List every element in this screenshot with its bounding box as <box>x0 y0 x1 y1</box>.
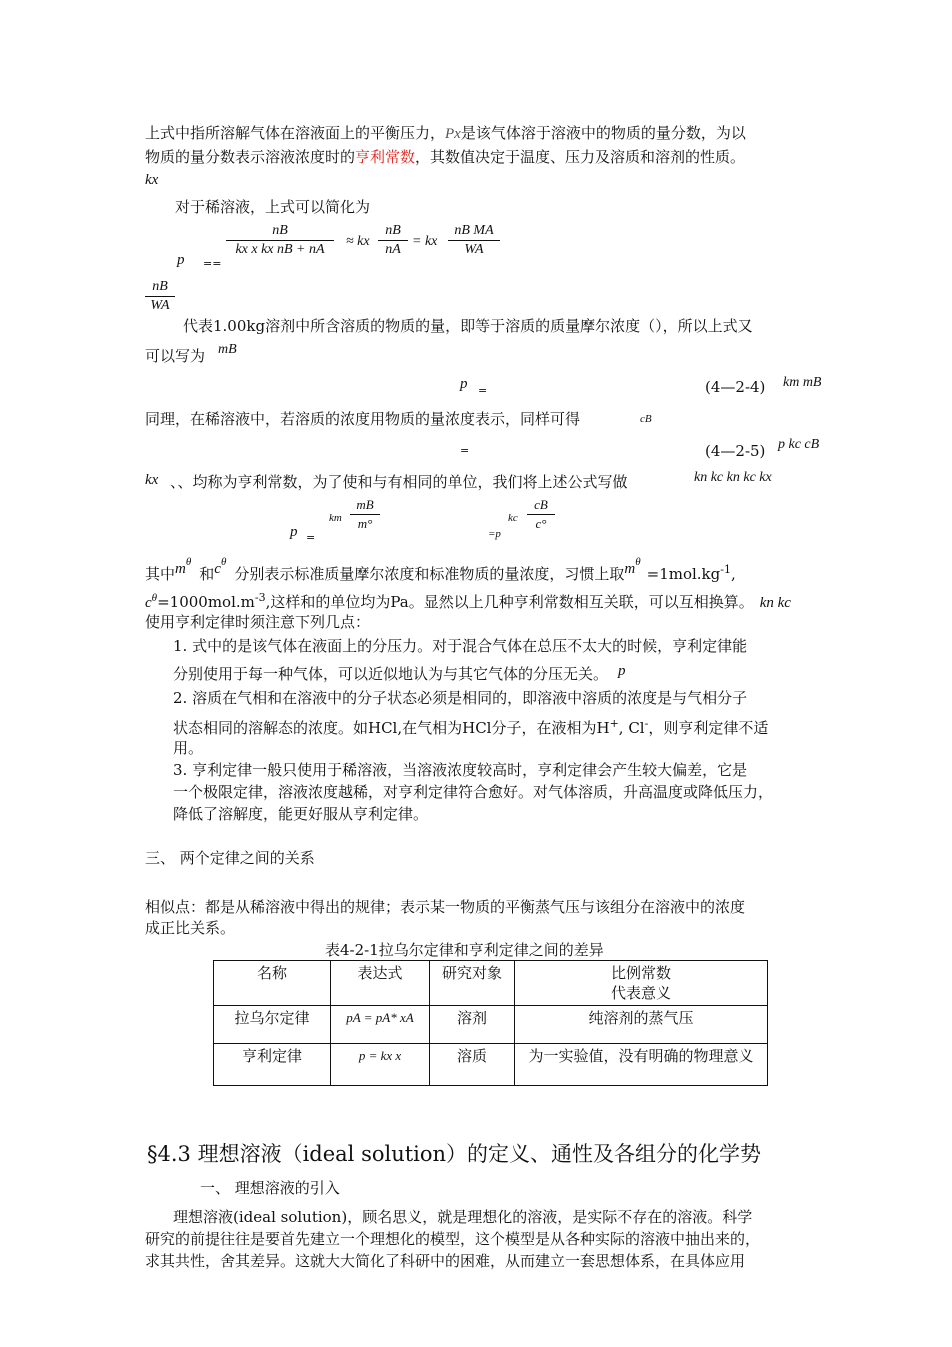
para-line: 其中$m^\theta$和$c^\theta$分别表示标准质量摩尔浓度和标准物质的量浓度，习惯上取$m^\theta=1mol.kg^{-1}$, <box>145 556 736 583</box>
eq44-p: p <box>460 376 468 392</box>
table-caption: 表4-2-1拉乌尔定律和亨利定律之间的差异 <box>325 941 604 959</box>
section-heading: 三、 两个定律之间的关系 <box>145 849 315 867</box>
para-line: 物质的量分数表示溶液浓度时的亨利常数，其数值决定于温度、压力及溶质和溶剂的性质。 <box>145 148 746 166</box>
eq2-p: p <box>290 524 298 540</box>
para-line: $c^\theta=1000mol.m^{-3}$,这样和的单位均为Pa。显然以上几种亨利常数相互关联，可以互相换算。 kn kc <box>145 591 791 611</box>
header-cell: 表达式 <box>331 961 430 1006</box>
simplify-text: 对于稀溶液，上式可以简化为 <box>175 198 371 216</box>
eq45-number: (4—2-5) <box>705 442 766 460</box>
note-line: 1. 式中的是该气体在液面上的分压力。对于混合气体在总压不太大的时候，亨利定律能 <box>173 637 748 655</box>
note-line: 状态相同的溶解态的浓度。如HCl,在气相为HCl分子，在液相为H+, Cl-，则亨利定律不适 <box>173 717 769 737</box>
table-cell: 亨利定律 <box>214 1044 331 1086</box>
eq2-eq2: =p <box>488 528 501 540</box>
note-line: 3. 亨利定律一般只使用于稀溶液，当溶液浓度较高时，亨利定律会产生较大偏差，它是 <box>173 761 748 779</box>
para-line: 理想溶液(ideal solution)，顾名思义，就是理想化的溶液，是实际不存在的溶液。科学 <box>173 1208 753 1226</box>
mb-symbol: mB <box>218 342 237 357</box>
kx-symbol: kx <box>145 172 159 188</box>
para-line: 、、均称为亨利常数，为了使和与有相同的单位，我们将上述公式写做 <box>170 473 628 491</box>
table-cell: 溶质 <box>430 1044 515 1086</box>
subsection-heading: 一、 理想溶液的引入 <box>200 1179 340 1197</box>
table-cell: 溶剂 <box>430 1006 515 1044</box>
para-line: 研究的前提往往是要首先建立一个理想化的模型，这个模型是从各种实际的溶液中抽出来的， <box>145 1230 761 1248</box>
eq1-p: p <box>177 252 185 268</box>
note-line: 降低了溶解度，能更好服从亨利定律。 <box>173 805 429 823</box>
wa-fraction: $\frac{nB}{WA}$ <box>145 278 175 315</box>
cb-symbol: cB <box>640 413 652 425</box>
eq1-fraction-2: $\frac{nB}{nA}$ <box>378 222 408 259</box>
header-cell: 比例常数 代表意义 <box>515 961 768 1006</box>
para-line: 代表1.00kg溶剂中所含溶质的物质的量，即等于溶质的质量摩尔浓度（），所以上式又 <box>183 317 753 335</box>
henry-constant-highlight: 亨利常数 <box>355 148 416 166</box>
comparison-table <box>213 960 768 1086</box>
section-title: §4.3 理想溶液（ideal solution）的定义、通性及各组分的化学势 <box>147 1142 762 1166</box>
eq1-fraction-3: $\frac{\text{nB MA}}{WA}$ <box>448 222 500 259</box>
table-cell: p = kx x <box>331 1044 430 1086</box>
note-line: 2. 溶质在气相和在溶液中的分子状态必须是相同的，即溶液中溶质的浓度是与气相分子 <box>173 689 748 707</box>
para-line: 上式中指所溶解气体在溶液面上的平衡压力，Px是该气体溶于溶液中的物质的量分数，为以 <box>145 124 746 142</box>
para-line: 使用亨利定律时须注意下列几点： <box>145 613 371 631</box>
eq45-rhs: p kc cB <box>778 437 820 452</box>
eq45-eq: = <box>460 444 470 457</box>
para-line: 成正比关系。 <box>145 919 236 937</box>
eq1-approx: ≈ kx <box>346 234 370 249</box>
eq2-eq1: = <box>306 531 316 544</box>
header-cell: 研究对象 <box>430 961 515 1006</box>
para-line: 同理，在稀溶液中，若溶质的浓度用物质的量浓度表示，同样可得 <box>145 410 581 428</box>
table-cell: 为一实验值，没有明确的物理意义 <box>515 1044 768 1086</box>
eq44-rhs: km mB <box>783 375 822 390</box>
table-row <box>214 1006 768 1044</box>
eq2-kc: kc <box>508 512 518 524</box>
kx-symbol: kx <box>145 472 159 488</box>
para-line: 相似点：都是从稀溶液中得出的规律；表示某一物质的平衡蒸气压与该组分在溶液中的浓度 <box>145 898 746 916</box>
note-line: 用。 <box>173 739 204 757</box>
table-cell: 拉乌尔定律 <box>214 1006 331 1044</box>
table-row <box>214 1044 768 1086</box>
eq2-fraction-2: $\frac{cB}{c^\circ}$ <box>527 496 555 533</box>
eq1-fraction-1: $\frac{nB}{\text{kx x kx nB + nA}}$ <box>226 222 334 259</box>
para-line: 求其共性，舍其差异。这就大大简化了科研中的困难，从而建立一套思想体系，在具体应用 <box>145 1252 746 1270</box>
eq44-eq: = <box>478 384 488 397</box>
note-line: 分别使用于每一种气体，可以近似地认为与其它气体的分压无关。 p <box>173 663 626 683</box>
note-line: 一个极限定律，溶液浓度越稀，对亨利定律符合愈好。对气体溶质，升高温度或降低压力， <box>173 783 774 801</box>
para-line: 可以写为 <box>145 347 206 365</box>
constants-list: kn kc kn kc kx <box>694 470 772 485</box>
eq2-fraction-1: $\frac{mB}{m^\circ}$ <box>350 496 380 533</box>
table-header-row <box>214 961 768 1006</box>
eq2-km: km <box>329 512 342 524</box>
table-cell: pA = pA* xA <box>331 1006 430 1044</box>
px-symbol: Px <box>445 126 461 142</box>
eq1-eqk: = kx <box>412 234 438 249</box>
eq1-eqsign: == <box>203 257 222 270</box>
eq44-number: (4—2-4) <box>705 378 766 396</box>
header-cell: 名称 <box>214 961 331 1006</box>
table-cell: 纯溶剂的蒸气压 <box>515 1006 768 1044</box>
